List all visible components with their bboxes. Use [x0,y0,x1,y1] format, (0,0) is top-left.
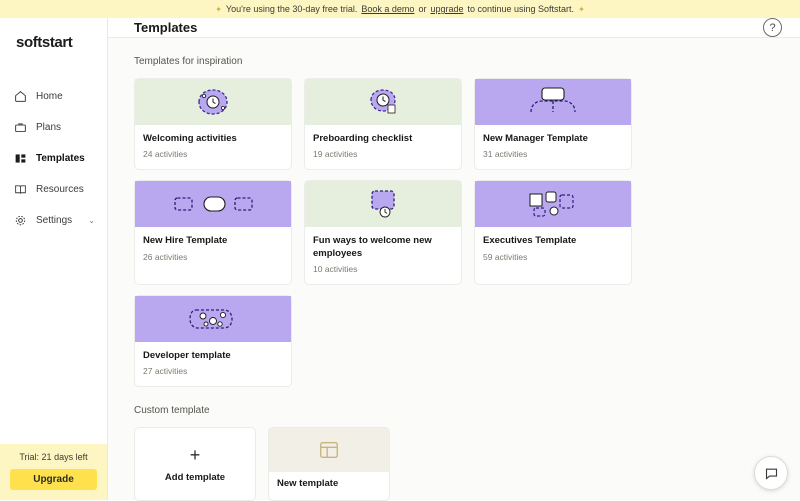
template-card-body [475,227,631,284]
trial-status-box [0,444,107,500]
template-card[interactable] [474,78,632,170]
custom-template-section [134,405,774,501]
template-activities: 24 activities [143,149,188,160]
template-thumbnail [135,79,291,125]
app-frame [0,18,800,500]
template-thumbnail [135,181,291,227]
star-icon: ✦ [215,4,222,14]
templates-grid [134,78,774,387]
template-activities: 31 activities [483,149,528,160]
help-icon[interactable]: ? [763,18,782,37]
gear-icon [14,214,27,227]
sidebar [0,18,108,500]
template-card[interactable] [474,180,632,285]
template-activities: 26 activities [143,251,188,262]
template-card-body [135,342,291,386]
content-scroll [108,38,800,501]
template-activities: 27 activities [143,366,188,377]
sidebar-item-label-resources: Resources [36,184,84,195]
template-card-body [475,125,631,169]
sidebar-nav [0,81,107,236]
template-card[interactable] [134,180,292,285]
clock-flowers-art [185,82,241,122]
home-icon [14,90,27,103]
template-thumbnail [475,181,631,227]
trial-days-label: Trial: 21 days left [19,452,88,462]
dev-cluster-art [168,302,258,336]
sidebar-item-home[interactable] [0,81,107,112]
new-template-thumbnail [269,428,389,472]
template-card-body [135,227,291,284]
add-template-label: Add template [164,471,226,483]
new-template-title: New template [277,478,339,490]
new-template-card[interactable] [268,427,390,501]
template-title: Preboarding checklist [313,133,413,144]
template-title: Welcoming activities [143,133,237,144]
template-title: New Hire Template [143,235,228,247]
trial-banner [0,0,800,18]
chevron-down-icon[interactable]: ⌄ [88,216,95,225]
star-icon-end: ✦ [578,4,585,14]
upgrade-button[interactable]: Upgrade [10,469,97,490]
help-fab-button[interactable] [754,456,788,490]
checklist-clock-art [355,82,411,122]
layout-icon [318,439,340,461]
template-card[interactable] [304,78,462,170]
sidebar-item-plans[interactable] [0,112,107,143]
templates-icon [14,152,27,165]
template-thumbnail [305,79,461,125]
template-card[interactable] [134,78,292,170]
sidebar-item-label-templates: Templates [36,153,85,164]
template-thumbnail [305,181,461,227]
manager-desk-art [513,82,593,122]
custom-heading: Custom template [134,405,210,417]
upgrade-link[interactable]: upgrade [430,4,464,14]
gift-box-art [355,184,411,224]
trial-banner-text-end: to continue using Softstart. [467,4,575,14]
sidebar-item-templates[interactable] [0,143,107,174]
new-template-body [269,472,389,495]
template-card-body [135,125,291,169]
briefcase-icon [14,121,27,134]
trial-banner-text: You're using the 30-day free trial. [225,4,358,14]
template-title: Fun ways to welcome new employees [313,235,432,259]
book-icon [14,183,27,196]
sidebar-item-resources[interactable] [0,174,107,205]
template-card[interactable] [304,180,462,285]
main-area [108,18,800,500]
sidebar-item-settings[interactable] [0,205,107,236]
chat-bubble-icon [764,466,779,481]
topbar [108,18,800,38]
people-group-art [508,187,598,221]
sidebar-item-label-plans: Plans [36,122,62,133]
book-a-demo-link[interactable]: Book a demo [361,4,415,14]
template-activities: 10 activities [313,264,358,275]
custom-template-grid [134,427,774,501]
sidebar-item-label-home: Home [36,91,63,102]
template-activities: 19 activities [313,149,358,160]
template-card-body [305,227,461,284]
three-boxes-art [163,189,263,219]
logo[interactable]: softstart [16,34,73,51]
inspiration-heading: Templates for inspiration [134,56,243,67]
page-title: Templates [134,20,198,35]
trial-banner-or: or [418,4,427,14]
template-card[interactable] [134,295,292,387]
template-title: New Manager Template [483,133,588,144]
template-thumbnail [135,296,291,342]
template-activities: 59 activities [483,251,528,262]
add-template-card[interactable] [134,427,256,501]
template-title: Developer template [143,350,231,362]
plus-icon: + [189,444,201,465]
template-title: Executives Template [483,235,577,247]
template-thumbnail [475,79,631,125]
template-card-body [305,125,461,169]
sidebar-item-label-settings: Settings [36,215,73,226]
